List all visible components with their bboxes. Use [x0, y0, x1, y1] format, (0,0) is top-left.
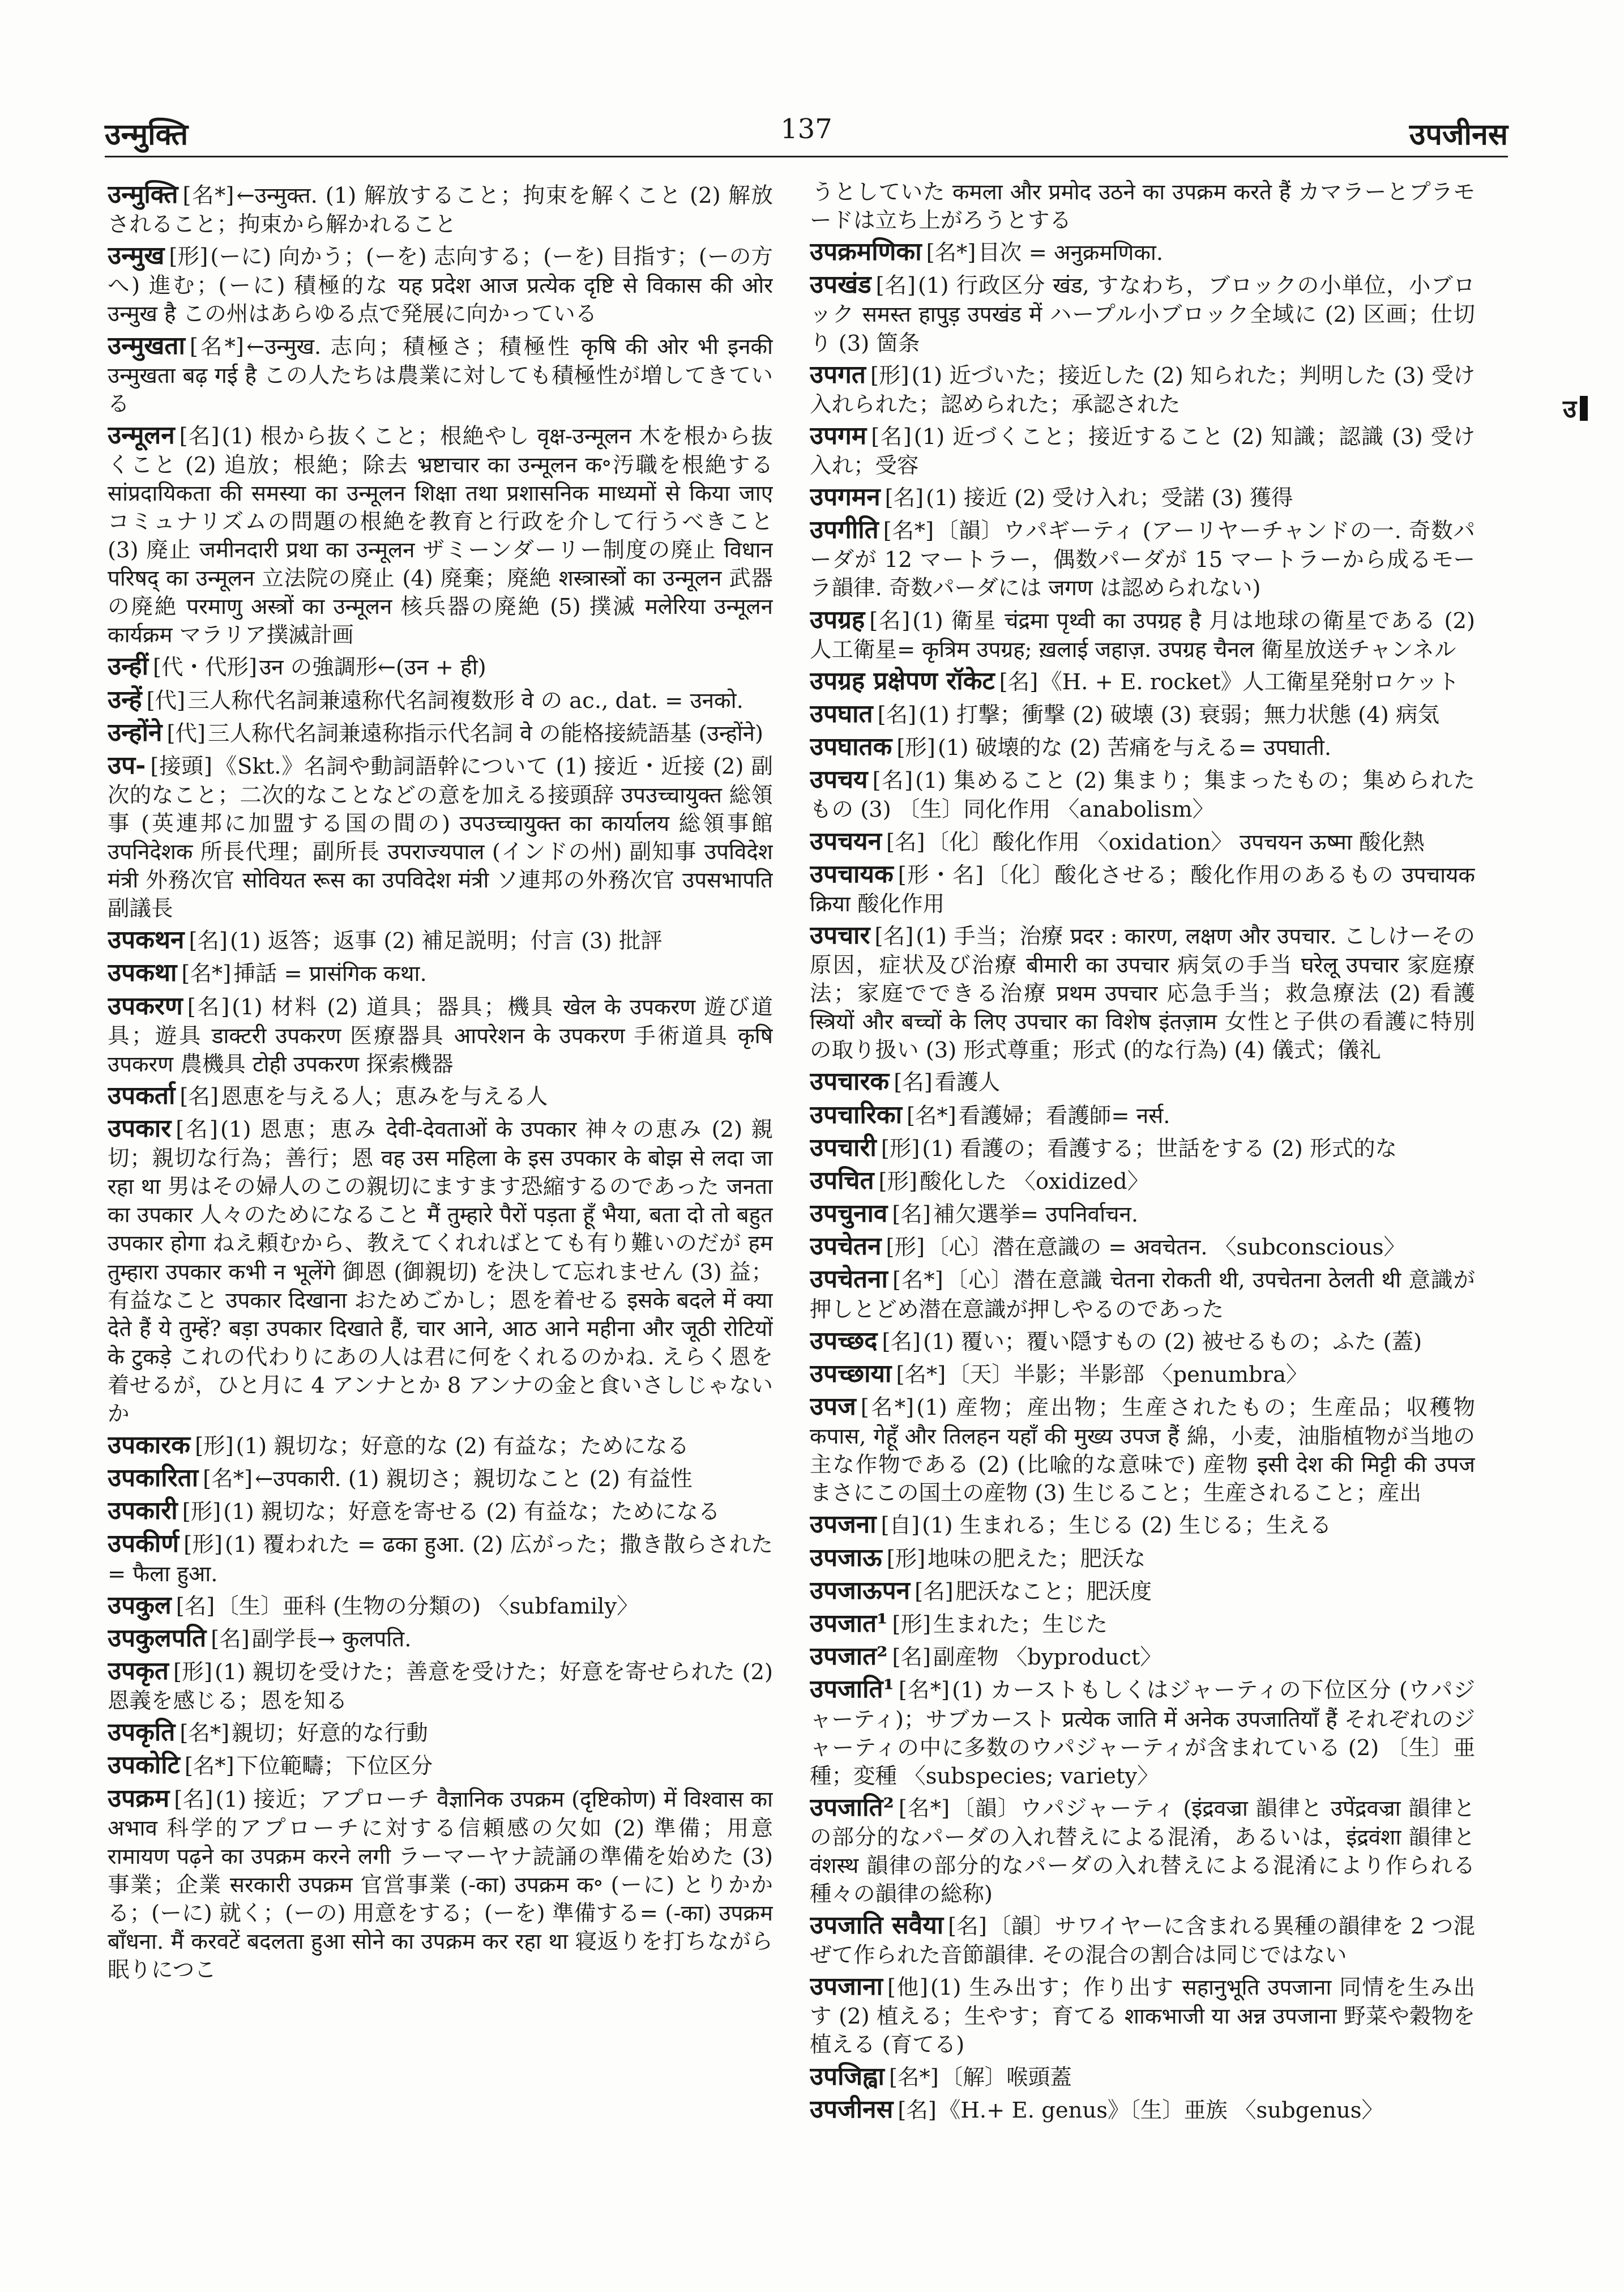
dictionary-entry [108, 924, 773, 956]
dictionary-entry [810, 604, 1475, 664]
entry-definition: 挿話 = प्रासंगिक कथा. [233, 961, 427, 987]
entry-definition: (1) 生まれる；生じる (2) 生じる；生える [922, 1513, 1332, 1539]
entry-headword: उन्मुख [108, 241, 165, 271]
entry-part-of-speech: [形] [195, 1433, 234, 1459]
entry-part-of-speech: [名] [187, 994, 230, 1020]
entry-definition: (1) カーストもしくはジャーティの下位区分 (ウパジャーティ)；サブカースト प्रत्येक जाति में अनेक उपजातियाँ हैं それぞれのジャーティの中に多数のウパジャーティが含まれている (2) 〔生〕亜種；変種 〈subspecies; variety〉 [810, 1678, 1475, 1789]
entry-part-of-speech: [形] [886, 1235, 925, 1261]
dictionary-entry [108, 419, 773, 650]
dictionary-entry [810, 2060, 1475, 2093]
entry-part-of-speech: [名] [875, 273, 916, 299]
dictionary-entry [810, 1164, 1475, 1197]
entry-definition: 〔韻〕ウパギーティ (アーリヤーチャンドの一. 奇数パーダが 12 マートラー，偶数パーダが 15 マートラーから成るモーラ韻律. 奇数パーダには जगण は認められない) [810, 518, 1475, 601]
dictionary-entry [810, 698, 1475, 730]
entry-headword: उपचय [810, 765, 868, 795]
entry-part-of-speech: [名] [884, 485, 924, 511]
entry-headword: उन्मुखता [108, 331, 185, 360]
entry-definition: 《Skt.》名詞や動詞語幹について (1) 接近・近接 (2) 副次的なこと；二次的なことなどの意を加える接頭辞 उपउच्चायुक्त 総領事 (英連邦に加盟する国の間の) उपउच्चायुक्त का कार्यालय 総領事館 उपनिदेशक 所長代理；副所長 उपराज्यपाल (インドの州) 副知事 उपविदेश मंत्री 外務次官 सोवियत रूस का उपविदेश मंत्री ソ連邦の外務次官 उपसभापति 副議長 [108, 753, 773, 922]
entry-definition: (1) 接近 (2) 受け入れ；受諾 (3) 獲得 [926, 485, 1293, 511]
dictionary-entry [108, 1079, 773, 1112]
entry-headword: उपज [810, 1392, 856, 1422]
entry-part-of-speech: [名] [948, 1913, 987, 1939]
dictionary-entry [108, 330, 773, 419]
entry-headword: उपघातक [810, 732, 892, 762]
dictionary-entry [108, 1782, 773, 1984]
entry-definition: 酸化した 〈oxidized〉 [920, 1168, 1149, 1194]
entry-headword: उन्हीं [108, 652, 149, 681]
dictionary-entry [810, 1325, 1475, 1357]
entry-part-of-speech: [名*] [888, 2064, 939, 2090]
entry-definition: 〔解〕喉頭蓋 [941, 2064, 1072, 2090]
dictionary-entry [810, 1197, 1475, 1230]
entry-part-of-speech: [名] [189, 928, 228, 954]
entry-part-of-speech: [代] [146, 688, 186, 714]
entry-definition: (1) 親切な；好意を寄せる (2) 有益な；ためになる [223, 1499, 720, 1525]
entry-definition: (1) 材料 (2) 道具；器具；機具 खेल के उपकरण 遊び道具；遊具 डाक्टरी उपकरण 医療器具 आपरेशन के उपकरण 手術道具 कृषि उपकरण 農機具 टोही उपकरण 探索機器 [108, 994, 773, 1077]
entry-part-of-speech: [名*] [907, 1103, 956, 1129]
entry-part-of-speech: [形] [878, 1168, 918, 1194]
entry-definition: (1) 近づいた；接近した (2) 知られた；判明した (3) 受け入れられた；認められた；承認された [810, 362, 1475, 417]
entry-headword: उपचेतन [810, 1232, 882, 1261]
entry-headword: उपचयन [810, 826, 882, 856]
entry-part-of-speech: [名] [179, 423, 220, 449]
dictionary-entry [108, 1495, 773, 1527]
entry-headword: उपगम [810, 421, 867, 450]
entry-definition: 看護人 [934, 1070, 1001, 1096]
entry-definition: (1) 衛星 चंद्रमा पृथ्वी का उपग्रह है 月は地球の衛星である (2) 人工衛星= कृत्रिम उपग्रह; ख़लाई जहाज़. उपग्रह चैनल 衛星放送チャンネル [810, 608, 1475, 663]
entry-part-of-speech: [形] [892, 1611, 931, 1637]
entry-definition: ←उन्मुख. 志向；積極さ；積極性 कृषि की ओर भी इनकी उन्मुखता बढ़ गई है この人たちは農業に対しても積極性が増してきている [108, 334, 773, 417]
entry-definition: (1) 看護の；看護する；世話をする (2) 形式的な [922, 1136, 1398, 1162]
entry-definition: ←उपकारी. (1) 親切さ；親切なこと (2) 有益性 [254, 1466, 693, 1492]
entry-headword: उपघात [810, 699, 873, 728]
dictionary-entry [108, 1716, 773, 1748]
entry-headword: उप- [108, 750, 146, 780]
entry-definition: 補欠選挙= उपनिर्वाचन. [933, 1202, 1139, 1228]
dictionary-entry [108, 990, 773, 1079]
entry-part-of-speech: [形] [182, 1499, 221, 1525]
dictionary-entry [108, 178, 773, 239]
entry-part-of-speech: [名] [874, 923, 914, 949]
entry-part-of-speech: [名*] [180, 1721, 230, 1747]
guide-word-right: उपजीनस [1409, 117, 1508, 152]
thumb-index-tab [1563, 391, 1588, 425]
entry-headword: उपजाति¹ [810, 1675, 894, 1704]
entry-headword: उपजाति सवैया [810, 1910, 944, 1940]
entry-headword: उपकर्ता [108, 1081, 176, 1110]
entry-definition: 生まれた；生じた [933, 1611, 1108, 1637]
entry-headword: उपकारी [108, 1496, 178, 1526]
entry-definition: (1) 近づくこと；接近すること (2) 知識；認識 (3) 受け入れ；受容 [810, 424, 1475, 479]
entry-headword: उपचायक [810, 859, 894, 889]
entry-headword: उपकथन [108, 925, 185, 955]
dictionary-entry [108, 240, 773, 328]
entry-headword: उपगीति [810, 515, 879, 545]
entry-definition: (1) 接近；アプローチ वैज्ञानिक उपक्रम (दृष्टिकोण) में विश्वास का अभाव 科学的アプローチに対する信頼感の欠如 (2) 準備；用意 रामायण पढ़ने का उपक्रम करने लगी ラーマーヤナ読誦の準備を始めた (3) 事業；企業 सरकारी उपक्रम 官営事業 (-का) उपक्रम क॰ (ーに) とりかかる；(ーに) 就く；(ーの) 用意をする；(ーを) 準備する= (-का) उपक्रम बाँधना. मैं करवटें बदलता हुआ सोने का उपक्रम कर रहा था 寝返りを打ちながら眠りにつこ [108, 1786, 773, 1983]
entry-headword: उपक्रमणिका [810, 237, 922, 267]
dictionary-entry [810, 1230, 1475, 1262]
dictionary-entry [810, 1970, 1475, 2059]
entry-headword: उपग्रह [810, 605, 865, 634]
entry-part-of-speech: [自] [881, 1513, 920, 1539]
entry-part-of-speech: [名] [176, 1117, 218, 1143]
entry-definition: 〔心〕潜在意識 चेतना रोकती थी, उपचेतना ठेलती थी 意識が押しとどめ潜在意識が押しやるのであった [810, 1267, 1475, 1322]
entry-headword: उपचारिका [810, 1100, 903, 1129]
dictionary-entry [810, 1640, 1475, 1672]
entry-headword: उपजाति² [810, 1792, 894, 1822]
entry-definition: 三人称代名詞兼遠称指示代名詞 वे の能格接続語基 (उन्होंने) [208, 720, 764, 746]
dictionary-entry [108, 716, 773, 749]
entry-definition: 看護婦；看護師= नर्स. [958, 1103, 1170, 1129]
dictionary-entry [810, 919, 1475, 1065]
dictionary-entry [810, 2093, 1475, 2125]
entry-definition: (1) 行政区分 खंड, すなわち，ブロックの小単位，小ブロック समस्त हापुड़ उपखंड में ハープル小ブロック全域に (2) 区画；仕切り (3) 箇条 [810, 273, 1475, 356]
entry-part-of-speech: [形] [173, 1659, 212, 1685]
entry-headword: उन्मूलन [108, 420, 175, 450]
entry-headword: उपकार [108, 1114, 172, 1143]
dictionary-entry [810, 1574, 1475, 1607]
entry-part-of-speech: [名] [892, 1645, 931, 1671]
dictionary-entry [810, 1791, 1475, 1909]
dictionary-entry [810, 236, 1475, 268]
entry-headword: उपकारक [108, 1430, 191, 1459]
dictionary-entry [810, 1909, 1475, 1970]
entry-definition: (1) 生み出す；作り出す सहानुभूति उपजाना 同情を生み出す (2) 植える；生やす；育てる शाकभाजी या अन्न उपजाना 野菜や穀物を植える (育てる) [810, 1975, 1475, 2058]
entry-definition: 副学長→ कुलपति. [251, 1626, 412, 1652]
entry-headword: उन्होंने [108, 718, 163, 747]
thumb-index-letter: उ [1563, 395, 1577, 424]
entry-part-of-speech: [形] [896, 735, 935, 761]
entry-part-of-speech: [名] [999, 669, 1038, 695]
entry-headword: उपकीर्ण [108, 1529, 180, 1559]
dictionary-entry [810, 731, 1475, 763]
entry-headword: उपचारी [810, 1133, 877, 1162]
dictionary-entry [108, 684, 773, 716]
entry-headword: उपजात¹ [810, 1608, 888, 1638]
entry-part-of-speech: [代・代形] [153, 655, 258, 681]
entry-headword: उपकरण [108, 991, 183, 1021]
entry-headword: उपच्छद [810, 1326, 878, 1355]
dictionary-entry [810, 481, 1475, 513]
entry-definition: 〔化〕酸化作用 〈oxidation〉 उपचयन ऊष्मा 酸化熱 [927, 829, 1425, 855]
entry-part-of-speech: [名*] [898, 1795, 950, 1821]
dictionary-entry [810, 825, 1475, 857]
entry-part-of-speech: [名*] [896, 1361, 946, 1388]
entry-definition: 副産物 〈byproduct〉 [933, 1645, 1162, 1671]
entry-headword: उपचारक [810, 1067, 890, 1096]
dictionary-entry [810, 763, 1475, 824]
entry-headword: उपगत [810, 360, 866, 389]
entry-headword: उपकुलपति [108, 1623, 207, 1653]
thumb-index-bar [1580, 396, 1588, 421]
entry-definition: 〔韻〕ウパジャーティ (इंद्रवज्रा 韻律と उपेंद्रवज्रा 韻律との部分的なパーダの入れ替えによる混淆，あるいは，इंद्रवंशा 韻律と वंशस्थ 韻律の部分的なパーダの入れ替えによる混淆により作られる種々の韻律の総称) [810, 1795, 1475, 1907]
entry-part-of-speech: [名] [892, 1202, 931, 1228]
entry-definition: उन の強調形←(उन + ही) [259, 655, 486, 681]
entry-part-of-speech: [名] [176, 1593, 215, 1619]
entry-definition: (ーに) 向かう；(ーを) 志向する；(ーを) 目指す；(ーの方へ) 進む；(ーに) 積極的な यह प्रदेश आज प्रत्येक दृष्टि से विकास की ओर उन्मुख है この州はあらゆる点で発展に向かっている [108, 244, 773, 327]
entry-definition: 《H.+ E. genus》〔生〕亜族 〈subgenus〉 [938, 2097, 1383, 2123]
entry-definition: 〔化〕酸化させる；酸化作用のあるもの उपचायक क्रिया 酸化作用 [810, 862, 1475, 917]
entry-part-of-speech: [形] [183, 1532, 223, 1558]
entry-part-of-speech: [名*] [898, 1678, 950, 1704]
entry-definition: 肥沃なこと；肥沃度 [955, 1578, 1152, 1604]
entry-headword: उपच्छाया [810, 1359, 892, 1388]
dictionary-entry [108, 1622, 773, 1654]
dictionary-entry [108, 1655, 773, 1715]
entry-part-of-speech: [名] [211, 1626, 250, 1652]
dictionary-entry [108, 957, 773, 989]
entry-part-of-speech: [名] [898, 2097, 937, 2123]
entry-part-of-speech: [形] [169, 244, 208, 270]
entry-part-of-speech: [形] [870, 362, 909, 389]
dictionary-entry [810, 1508, 1475, 1540]
entry-definition: (1) 根から抜くこと；根絶やし वृक्ष-उन्मूलन 木を根から抜くこと (2) 追放；根絶；除去 भ्रष्टाचार का उन्मूलन क॰汚職を根絶する सांप्रदायिकता की समस्या का उन्मूलन शिक्षा तथा प्रशासनिक माध्यमों से किया जाए コミュナリズムの問題の根絶を教育と行政を介して行うべきこと (3) 廃止 जमीनदारी प्रथा का उन्मूलन ザミーンダーリー制度の廃止 विधान परिषद् का उन्मूलन 立法院の廃止 (4) 廃棄；廃絶 शस्त्रास्त्रों का उन्मूलन 武器の廃絶 परमाणु अस्त्रों का उन्मूलन 核兵器の廃絶 (5) 撲滅 मलेरिया उन्मूलन कार्यक्रम マラリア撲滅計画 [108, 423, 773, 648]
entry-headword: उपजाऊपन [810, 1576, 911, 1605]
entry-definition: 〔心〕潜在意識の = अवचेतन. 〈subconscious〉 [927, 1235, 1405, 1261]
dictionary-entry [810, 514, 1475, 603]
dictionary-entry [108, 1589, 773, 1621]
entry-headword: उपगमन [810, 483, 881, 512]
entry-definition: うとしていた कमला और प्रमोद उठने का उपक्रम करते हैं カマラーとプラモードは立ち上がろうとする [810, 180, 1475, 234]
entry-definition: 地味の肥えた；肥沃な [928, 1546, 1146, 1572]
entry-definition: 親切；好意的な行動 [232, 1721, 428, 1747]
entry-headword: उपचेतना [810, 1265, 888, 1294]
entry-headword: उपकथा [108, 958, 177, 988]
dictionary-entry [810, 1099, 1475, 1131]
guide-word-left: उन्मुक्ति [105, 117, 189, 152]
entry-part-of-speech: [名] [886, 829, 925, 855]
entry-headword: उपकोटि [108, 1751, 180, 1780]
entry-part-of-speech: [名*] [203, 1466, 253, 1492]
dictionary-entry [810, 1358, 1475, 1390]
entry-part-of-speech: [名*] [883, 518, 934, 544]
entry-headword: उपग्रह प्रक्षेपण रॉकेट [810, 666, 995, 695]
dictionary-entry [810, 358, 1475, 419]
entry-definition: 目次 = अनुक्रमणिका. [978, 240, 1164, 266]
dictionary-entry [810, 665, 1475, 697]
entry-definition: 《H. + E. rocket》人工衛星発射ロケット [1040, 669, 1460, 695]
dictionary-entry [810, 1065, 1475, 1098]
entry-definition: (1) 集めること (2) 集まり；集まったもの；集められたもの (3) 〔生〕同化作用 〈anabolism〉 [810, 768, 1475, 823]
dictionary-entry [810, 268, 1475, 357]
entry-headword: उपचुनाव [810, 1199, 888, 1228]
entry-headword: उपचार [810, 920, 870, 950]
entry-headword: उपजाऊ [810, 1543, 882, 1572]
entry-part-of-speech: [代] [166, 720, 206, 746]
entry-definition: (1) 覆い；覆い隠すもの (2) 被せるもの；ふた (蓋) [923, 1329, 1422, 1355]
entry-definition: (1) 親切を受けた；善意を受けた；好意を寄せられた (2) 恩義を感じる；恩を知る [108, 1659, 773, 1714]
entry-part-of-speech: [形] [886, 1546, 926, 1572]
entry-part-of-speech: [名*] [184, 1753, 234, 1779]
entry-part-of-speech: [他] [887, 1975, 928, 2001]
entry-definition: (1) 恩恵；恵み देवी-देवताओं के उपकार 神々の恵み (2) 親切；親切な行為；善行；恩 वह उस महिला के इस उपकार के बोझ से लदा जा रहा था 男はその婦人のこの親切にますます恐縮するのであった जनता का उपकार 人々のためになること मैं तुम्हारे पैरों पड़ता हूँ भैया, बता दो तो बहुत उपकार होगा ねえ頼むから、教えてくれればとても有り難いのだが हम तुम्हारा उपकार कभी न भूलेंगे 御恩 (御親切) を決して忘れません (3) 益；有益なこと उपकार दिखाना おためごかし；恩を着せる इसके बदले में क्या देते हैं ये तुम्हें? बड़ा उपकार दिखाते हैं, चार आने, आठ आने महीना और जूठी रोटियों के टुकड़े これの代わりにあの人は君に何をくれるのかね. えらく恩を着せるが，ひと月に 4 アンナとか 8 アンナの金と食いさしじゃないか [108, 1117, 773, 1427]
entry-part-of-speech: [名*] [189, 334, 244, 360]
dictionary-entry [108, 1527, 773, 1588]
dictionary-entry [810, 1263, 1475, 1324]
entry-definition: 恩恵を与える人；恵みを与える人 [220, 1083, 548, 1109]
entry-definition: (1) 覆われた = ढका हुआ. (2) 広がった；撒き散らされた = फैला हुआ. [108, 1532, 773, 1587]
entry-part-of-speech: [名] [174, 1786, 213, 1812]
entry-definition: 〔韻〕サワイヤーに含まれる異種の韻律を 2 つ混ぜて作られた音節韻律. その混合の割合は同じではない [810, 1913, 1475, 1969]
dictionary-entry [108, 1749, 773, 1781]
entry-definition: (1) 返答；返事 (2) 補足説明；付言 (3) 批評 [229, 928, 663, 954]
dictionary-entry [108, 749, 773, 923]
dictionary-entry [810, 1390, 1475, 1508]
entry-headword: उपकृत [108, 1656, 169, 1685]
entry-part-of-speech: [形] [881, 1136, 920, 1162]
dictionary-entry [108, 1112, 773, 1428]
dictionary-entry [108, 650, 773, 682]
entry-headword: उपजाना [810, 1972, 883, 2001]
entry-definition: (1) 産物；産出物；生産されたもの；生産品；収穫物 कपास, गेहूँ और तिलहन यहाँ की मुख्य उपज हैं 綿，小麦，油脂植物が当地の主な作物である (2) (比喩的な意味で) 産物 इसी देश की मिट्टी की उपज まさにこの国土の産物 (3) 生じること；生産されること；産出 [810, 1395, 1475, 1506]
entry-part-of-speech: [名] [180, 1083, 219, 1109]
entry-headword: उपकृति [108, 1718, 176, 1747]
entry-definition: 三人称代名詞兼遠称代名詞複数形 वे の ac., dat. = उनको. [187, 688, 743, 714]
entry-headword: उपकारिता [108, 1463, 199, 1492]
entry-part-of-speech: [接頭] [150, 753, 212, 779]
page-number: 137 [780, 113, 832, 145]
entry-headword: उपचित [810, 1166, 874, 1195]
entry-part-of-speech: [名*] [926, 240, 976, 266]
dictionary-entry [108, 1462, 773, 1494]
entry-headword: उन्मुक्ति [108, 180, 178, 209]
entry-headword: उपकुल [108, 1590, 172, 1620]
entry-headword: उपजिह्वा [810, 2061, 884, 2091]
dictionary-entry [810, 178, 1475, 235]
entry-headword: उपजीनस [810, 2094, 894, 2124]
entry-part-of-speech: [形・名] [898, 862, 984, 888]
header-rule [105, 156, 1508, 157]
dictionary-entry [810, 1607, 1475, 1640]
dictionary-entry [810, 1673, 1475, 1790]
entry-definition: (1) 打撃；衝撃 (2) 破壊 (3) 衰弱；無力状態 (4) 病気 [918, 702, 1439, 728]
entry-part-of-speech: [名] [894, 1070, 933, 1096]
entry-part-of-speech: [名] [877, 702, 917, 728]
entry-definition: ←उन्मुक्त. (1) 解放すること；拘束を解くこと (2) 解放されること；拘束から解かれること [108, 183, 773, 238]
entry-definition: 下位範疇；下位区分 [236, 1753, 433, 1779]
dictionary-entry [810, 858, 1475, 919]
entry-definition: 〔天〕半影；半影部 〈penumbra〉 [948, 1361, 1308, 1388]
entry-definition: (1) 手当；治療 प्रदर : कारण, लक्षण और उपचार. こしけーその原因，症状及び治療 बीमारी का उपचार 病気の手当 घरेलू उपचार 家庭療法；家庭でできる治療 प्रथम उपचार 応急手当；救急療法 (2) 看護 स्त्रियों और बच्चों के लिए उपचार का विशेष इंतज़ाम 女性と子供の看護に特別の取り扱い (3) 形式尊重；形式 (的な行為) (4) 儀式；儀礼 [810, 923, 1475, 1064]
entry-definition: (1) 親切な；好意的な (2) 有益な；ためになる [236, 1433, 689, 1459]
entry-part-of-speech: [名*] [860, 1395, 914, 1421]
right-column [810, 178, 1475, 2240]
dictionary-entry [108, 1429, 773, 1461]
entry-part-of-speech: [名] [869, 608, 911, 634]
entry-part-of-speech: [名*] [182, 183, 234, 208]
entry-part-of-speech: [名] [871, 424, 912, 450]
entry-part-of-speech: [名] [872, 768, 913, 794]
entry-definition: (1) 破壊的な (2) 苦痛を与える= उपघाती. [937, 735, 1332, 761]
entry-part-of-speech: [名*] [181, 961, 232, 987]
entry-headword: उपजात² [810, 1642, 888, 1671]
dictionary-entry [810, 420, 1475, 480]
entry-part-of-speech: [名] [914, 1578, 954, 1604]
left-column [108, 178, 773, 2240]
entry-headword: उपक्रम [108, 1783, 170, 1813]
entry-headword: उपजना [810, 1510, 877, 1539]
entry-part-of-speech: [名*] [892, 1267, 943, 1294]
entry-headword: उन्हें [108, 685, 142, 714]
dictionary-entry [810, 1542, 1475, 1574]
entry-definition: 〔生〕亜科 (生物の分類の) 〈subfamily〉 [217, 1593, 639, 1619]
dictionary-entry [810, 1132, 1475, 1164]
entry-part-of-speech: [名] [882, 1329, 921, 1355]
entry-headword: उपखंड [810, 270, 871, 300]
